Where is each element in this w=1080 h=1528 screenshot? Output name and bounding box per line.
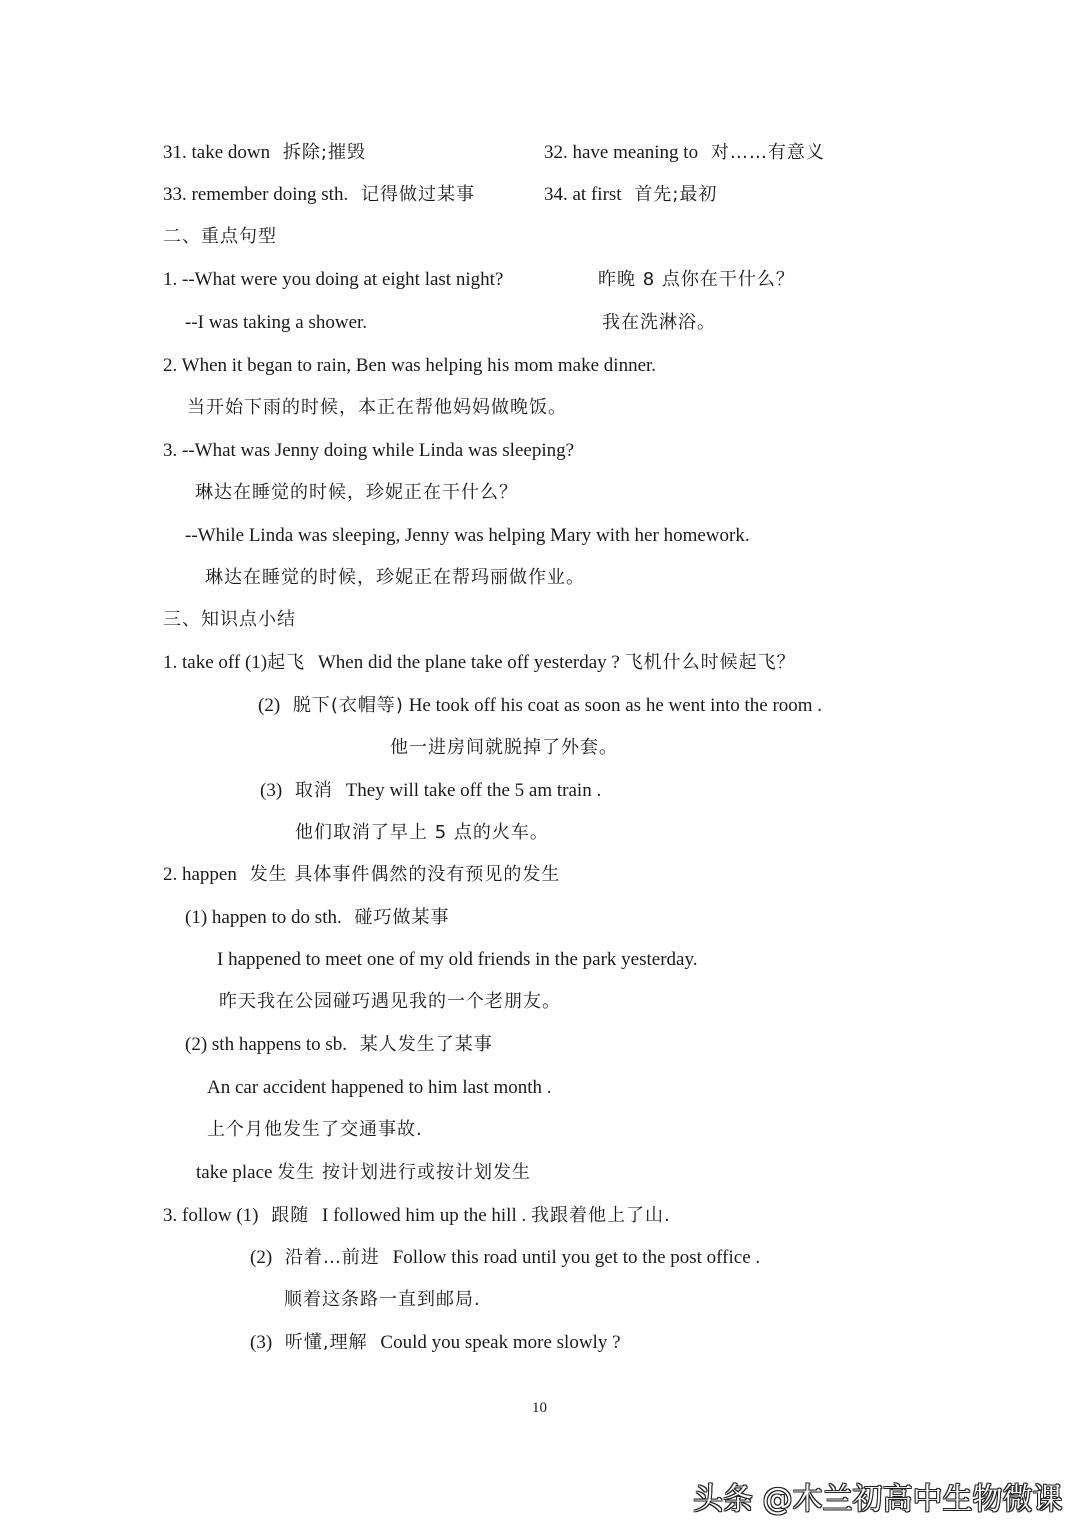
- takeoff-sense-2-translation: 他一进房间就脱掉了外套。: [390, 737, 618, 758]
- sentence-1-answer-translation: 我在洗淋浴。: [602, 312, 716, 333]
- vocab-chinese: 拆除;摧毁: [282, 142, 366, 163]
- example: He took off his coat as soon as he went into the room .: [408, 695, 823, 716]
- meaning: 发生 按计划进行或按计划发生: [277, 1162, 531, 1183]
- sense-number: (2): [250, 1247, 273, 1268]
- example: They will take off the 5 am train .: [345, 780, 602, 801]
- vocab-chinese: 记得做过某事: [360, 184, 475, 205]
- happen-usage-2: [185, 1033, 493, 1057]
- vocab-chinese: 对……有意义: [710, 142, 825, 163]
- vocab-english: remember doing sth.: [191, 184, 349, 205]
- sentence-3-question-translation: 琳达在睡觉的时候，珍妮正在干什么？: [195, 482, 518, 503]
- vocab-english: take down: [191, 142, 271, 163]
- vocab-item-34: [544, 183, 717, 207]
- follow-sense-2-translation: 顺着这条路一直到邮局.: [284, 1289, 481, 1310]
- example: I followed him up the hill .: [322, 1205, 527, 1226]
- meaning: 取消: [294, 780, 333, 801]
- vocab-item-31: [163, 141, 366, 165]
- happen-usage-1: [185, 906, 449, 930]
- meaning: 听懂,理解: [284, 1332, 368, 1353]
- term: 2. happen: [163, 864, 237, 885]
- sentence-3-answer: --While Linda was sleeping, Jenny was helping Mary with her homework.: [185, 525, 750, 546]
- sentence-1-answer: --I was taking a shower.: [185, 312, 368, 333]
- sentence-2-translation: 当开始下雨的时候，本正在帮他妈妈做晚饭。: [187, 397, 567, 418]
- vocab-number: 34.: [544, 184, 568, 205]
- example-translation: 我跟着他上了山.: [531, 1205, 671, 1226]
- meaning: 沿着…前进: [284, 1247, 380, 1268]
- term: 1. take off (1): [163, 652, 268, 673]
- usage: (1) happen to do sth.: [185, 907, 342, 928]
- sentence-3-question: 3. --What was Jenny doing while Linda was sleeping?: [163, 440, 575, 461]
- vocab-english: have meaning to: [572, 142, 699, 163]
- takeoff-sense-1: [163, 651, 796, 675]
- follow-sense-2: [250, 1246, 760, 1270]
- example: When did the plane take off yesterday ?: [317, 652, 620, 673]
- follow-sense-3: [250, 1331, 621, 1355]
- sentence-3-answer-translation: 琳达在睡觉的时候，珍妮正在帮玛丽做作业。: [205, 567, 585, 588]
- vocab-number: 31.: [163, 142, 187, 163]
- usage: (2) sth happens to sb.: [185, 1034, 348, 1055]
- vocab-item-33: [163, 183, 475, 207]
- sense-number: (3): [250, 1332, 273, 1353]
- sentence-2: 2. When it began to rain, Ben was helping his mom make dinner.: [163, 355, 657, 376]
- sentence-1-question-translation: 昨晚 8 点你在干什么？: [598, 269, 795, 290]
- page-number: 10: [532, 1400, 547, 1416]
- happen-usage-2-example: An car accident happened to him last month .: [207, 1077, 552, 1098]
- sense-number: (2): [258, 695, 281, 716]
- takeoff-sense-2: [258, 694, 822, 718]
- happen-usage-1-example: I happened to meet one of my old friends in the park yesterday.: [217, 949, 698, 970]
- watermark: 头条 @木兰初高中生物微课: [693, 1482, 1063, 1517]
- example: Could you speak more slowly ?: [380, 1332, 621, 1353]
- term: 3. follow (1): [163, 1205, 259, 1226]
- section-heading-key-sentences: 二、重点句型: [163, 226, 277, 247]
- meaning: 脱下(衣帽等): [292, 695, 404, 716]
- meaning: 发生 具体事件偶然的没有预见的发生: [249, 864, 561, 885]
- happen-title: [163, 863, 560, 887]
- take-place-note: [196, 1161, 531, 1185]
- sense-number: (3): [260, 780, 283, 801]
- vocab-chinese: 首先;最初: [634, 184, 718, 205]
- example: Follow this road until you get to the post office .: [392, 1247, 761, 1268]
- vocab-number: 32.: [544, 142, 568, 163]
- follow-sense-1: [163, 1204, 671, 1228]
- happen-usage-1-translation: 昨天我在公园碰巧遇见我的一个老朋友。: [219, 991, 561, 1012]
- meaning: 起飞: [267, 652, 306, 673]
- meaning: 某人发生了某事: [359, 1034, 493, 1055]
- takeoff-sense-3: [260, 779, 601, 803]
- vocab-number: 33.: [163, 184, 187, 205]
- takeoff-sense-3-translation: 他们取消了早上 5 点的火车。: [295, 822, 549, 843]
- vocab-item-32: [544, 141, 825, 165]
- happen-usage-2-translation: 上个月他发生了交通事故.: [207, 1119, 423, 1140]
- vocab-english: at first: [572, 184, 622, 205]
- meaning: 碰巧做某事: [354, 907, 450, 928]
- example-translation: 飞机什么时候起飞？: [624, 652, 796, 673]
- term: take place: [196, 1162, 273, 1183]
- sentence-1-question: 1. --What were you doing at eight last night?: [163, 269, 504, 290]
- section-heading-knowledge-summary: 三、知识点小结: [163, 609, 296, 630]
- meaning: 跟随: [271, 1205, 310, 1226]
